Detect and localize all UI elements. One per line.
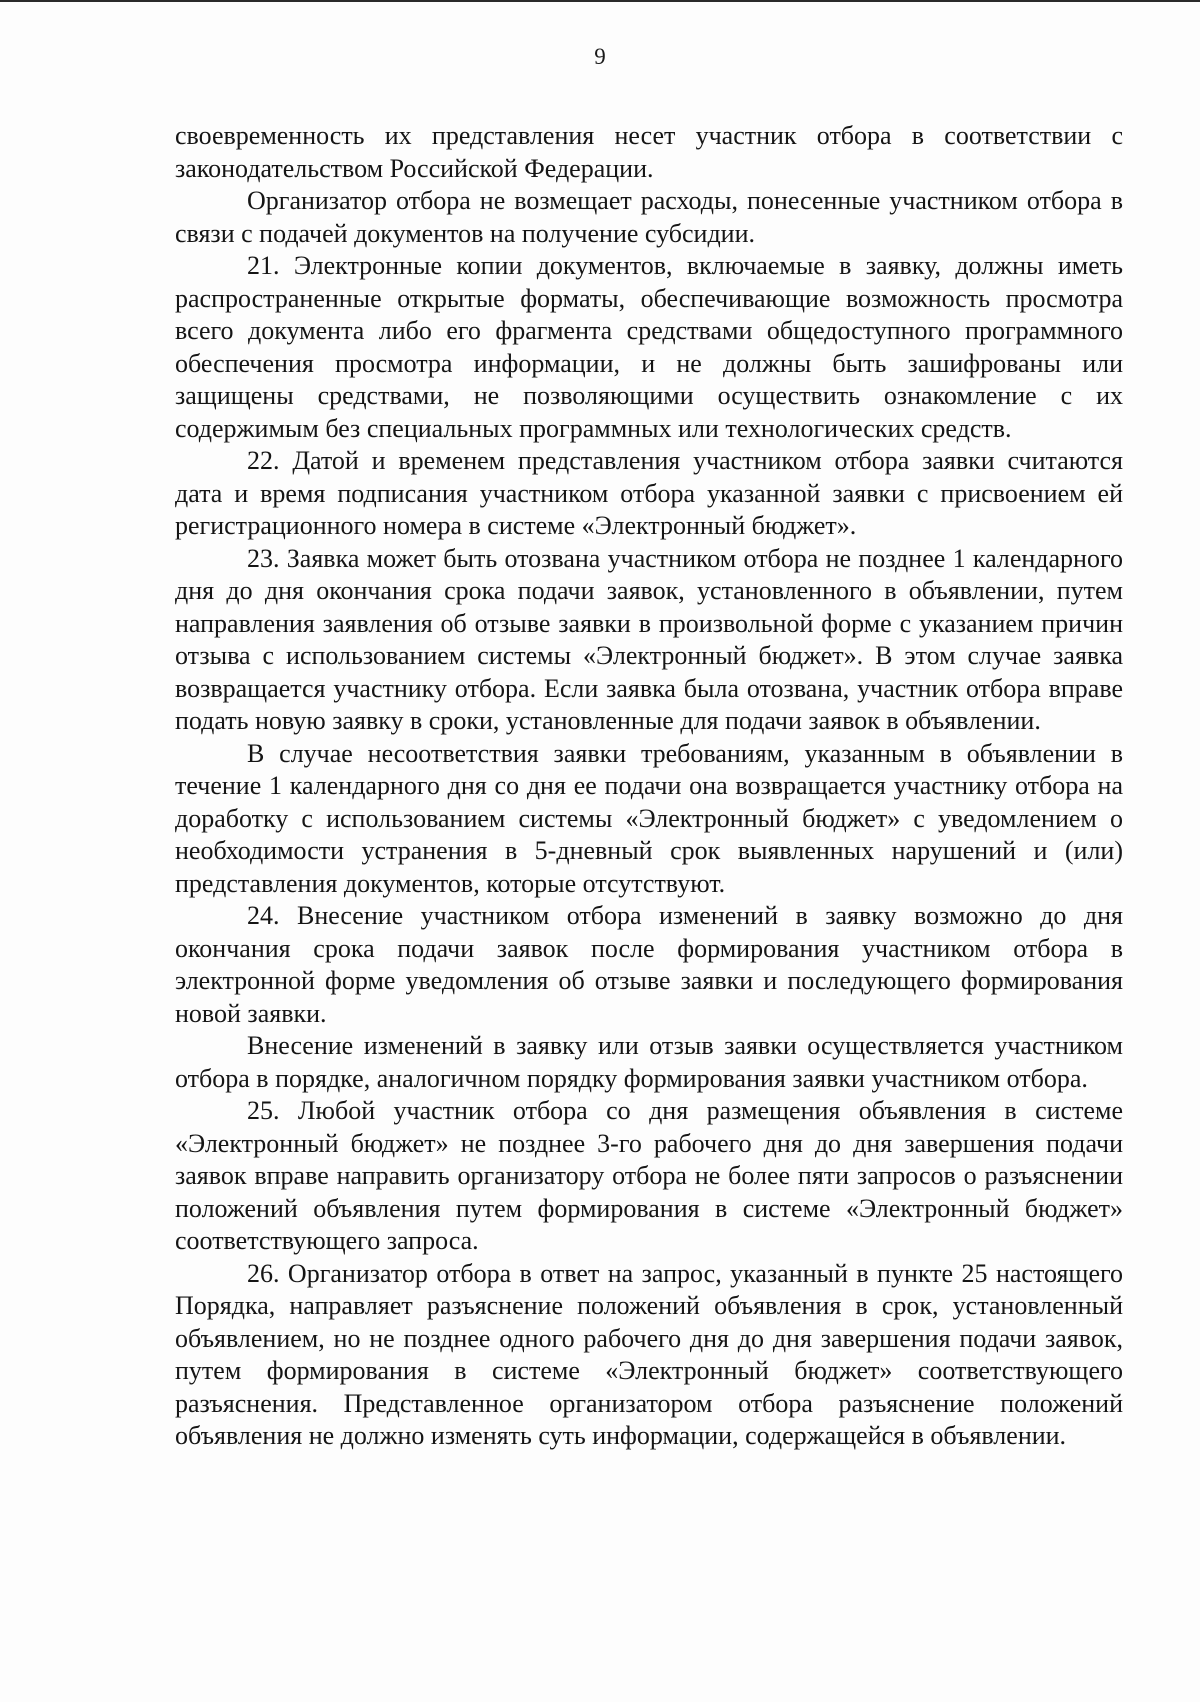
paragraph-21: 21. Электронные копии документов, включаемые в заявку, должны иметь распространенные открытые форматы, обеспечивающие возможность просмотра всего документа либо его фрагмента средствами общедоступного программного обеспечения просмотра информации, и не должны быть зашифрованы или защищены средствами, не позволяющими осуществить ознакомление с их содержимым без специальных программных или технологических средств. bbox=[175, 251, 1123, 443]
paragraph-25: 25. Любой участник отбора со дня размещения объявления в системе «Электронный бюджет» не позднее 3-го рабочего дня до дня завершения подачи заявок вправе направить организатору отбора не более пяти запросов о разъяснении положений объявления путем формирования в системе «Электронный бюджет» соответствующего запроса. bbox=[175, 1096, 1123, 1255]
page-number: 9 bbox=[594, 44, 606, 69]
page-top-border bbox=[0, 0, 1200, 2]
document-body bbox=[175, 120, 1123, 1453]
paragraph-22: 22. Датой и временем представления участником отбора заявки считаются дата и время подписания участником отбора указанной заявки с присвоением ей регистрационного номера в системе «Электронный бюджет». bbox=[175, 446, 1123, 540]
paragraph: В случае несоответствия заявки требованиям, указанным в объявлении в течение 1 календарного дня со дня ее подачи она возвращается участнику отбора на доработку с использованием системы «Электронный бюджет» с уведомлением о необходимости устранения в 5-дневный срок выявленных нарушений и (или) представления документов, которые отсутствуют. bbox=[175, 738, 1123, 898]
paragraph-24: 24. Внесение участником отбора изменений в заявку возможно до дня окончания срока подачи заявок после формирования участником отбора в электронной форме уведомления об отзыве заявки и последующего формирования новой заявки. bbox=[175, 901, 1123, 1028]
paragraph-26: 26. Организатор отбора в ответ на запрос, указанный в пункте 25 настоящего Порядка, направляет разъяснение положений объявления в срок, установленный объявлением, но не позднее одного рабочего дня до дня завершения подачи заявок, путем формирования в системе «Электронный бюджет» соответствующего разъяснения. Представленное организатором отбора разъяснение положений объявления не должно изменять суть информации, содержащейся в объявлении. bbox=[175, 1258, 1123, 1450]
paragraph: своевременность их представления несет участник отбора в соответствии с законодательством Российской Федерации. bbox=[175, 121, 1123, 183]
paragraph: Внесение изменений в заявку или отзыв заявки осуществляется участником отбора в порядке, аналогичном порядку формирования заявки участником отбора. bbox=[175, 1031, 1123, 1093]
paragraph-23: 23. Заявка может быть отозвана участником отбора не позднее 1 календарного дня до дня окончания срока подачи заявок, установленного в объявлении, путем направления заявления об отзыве заявки в произвольной форме с указанием причин отзыва с использованием системы «Электронный бюджет». В этом случае заявка возвращается участнику отбора. Если заявка была отозвана, участник отбора вправе подать новую заявку в сроки, установленные для подачи заявок в объявлении. bbox=[175, 543, 1123, 735]
paragraph: Организатор отбора не возмещает расходы, понесенные участником отбора в связи с подачей документов на получение субсидии. bbox=[175, 186, 1123, 248]
